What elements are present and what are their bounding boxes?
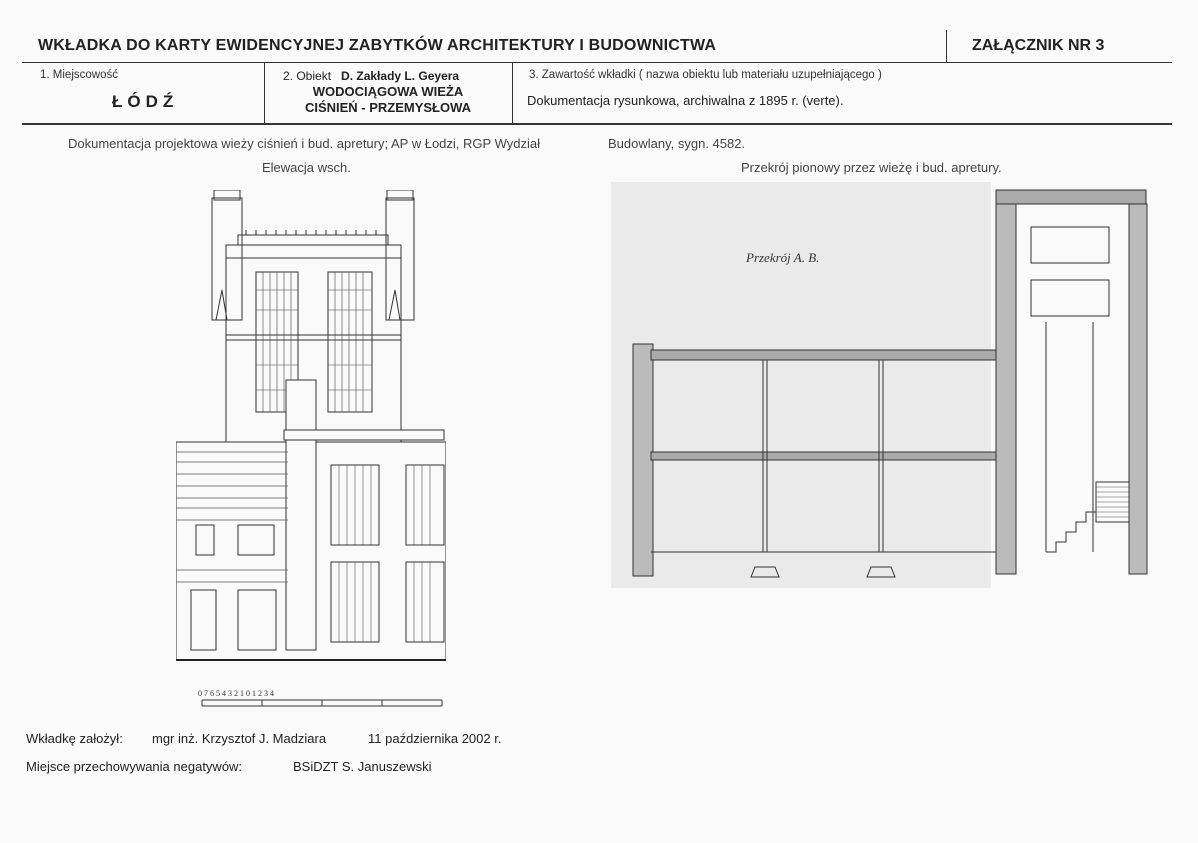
contents-value: Dokumentacja rysunkowa, archiwalna z 1895 r. (verte). xyxy=(527,93,844,108)
entry-date: 11 października 2002 r. xyxy=(368,731,502,746)
negatives-value: BSiDZT S. Januszewski xyxy=(293,759,432,774)
fields-rule xyxy=(22,123,1172,125)
section-label: Przekrój A. B. xyxy=(746,250,820,265)
left-drawing-caption: Elewacja wsch. xyxy=(262,160,351,175)
negatives-label: Miejsce przechowywania negatywów: xyxy=(26,759,243,774)
form-title: WKŁADKA DO KARTY EWIDENCYJNEJ ZABYTKÓW ARCHITEKTURY I BUDOWNICTWA xyxy=(38,37,717,54)
author-value: mgr inż. Krzysztof J. Madziara xyxy=(152,731,327,746)
object-name-line1: WODOCIĄGOWA WIEŻA xyxy=(312,84,464,99)
elevation-drawing xyxy=(176,190,446,715)
object-label: 2. Obiekt xyxy=(283,69,332,83)
field-divider-1 xyxy=(264,63,265,123)
object-name-line2: CIŚNIEŃ - PRZEMYSŁOWA xyxy=(304,100,472,115)
header-rule xyxy=(22,62,1172,63)
author-label: Wkładkę założył: xyxy=(26,731,123,746)
documentation-line-part2: Budowlany, sygn. 4582. xyxy=(608,136,746,151)
annex-label: ZAŁĄCZNIK NR 3 xyxy=(972,37,1105,54)
right-drawing-caption: Przekrój pionowy przez wieżę i bud. apretury. xyxy=(741,160,1002,175)
object-name xyxy=(268,84,508,116)
object-label-line xyxy=(283,69,459,83)
scale-numbers: 0 7 6 5 4 3 2 1 0 1 2 3 4 xyxy=(198,689,274,698)
object-owner: D. Zakłady L. Geyera xyxy=(341,69,460,83)
section-drawing xyxy=(611,182,1156,592)
header-divider xyxy=(946,30,947,62)
field-divider-2 xyxy=(512,63,513,123)
place-value: ŁÓDŹ xyxy=(112,92,179,111)
place-label: 1. Miejscowość xyxy=(40,69,118,81)
documentation-line-part1: Dokumentacja projektowa wieży ciśnień i bud. apretury; AP w Łodzi, RGP Wydział xyxy=(68,136,540,151)
contents-label: 3. Zawartość wkładki ( nazwa obiektu lub materiału uzupełniającego ) xyxy=(529,69,882,81)
